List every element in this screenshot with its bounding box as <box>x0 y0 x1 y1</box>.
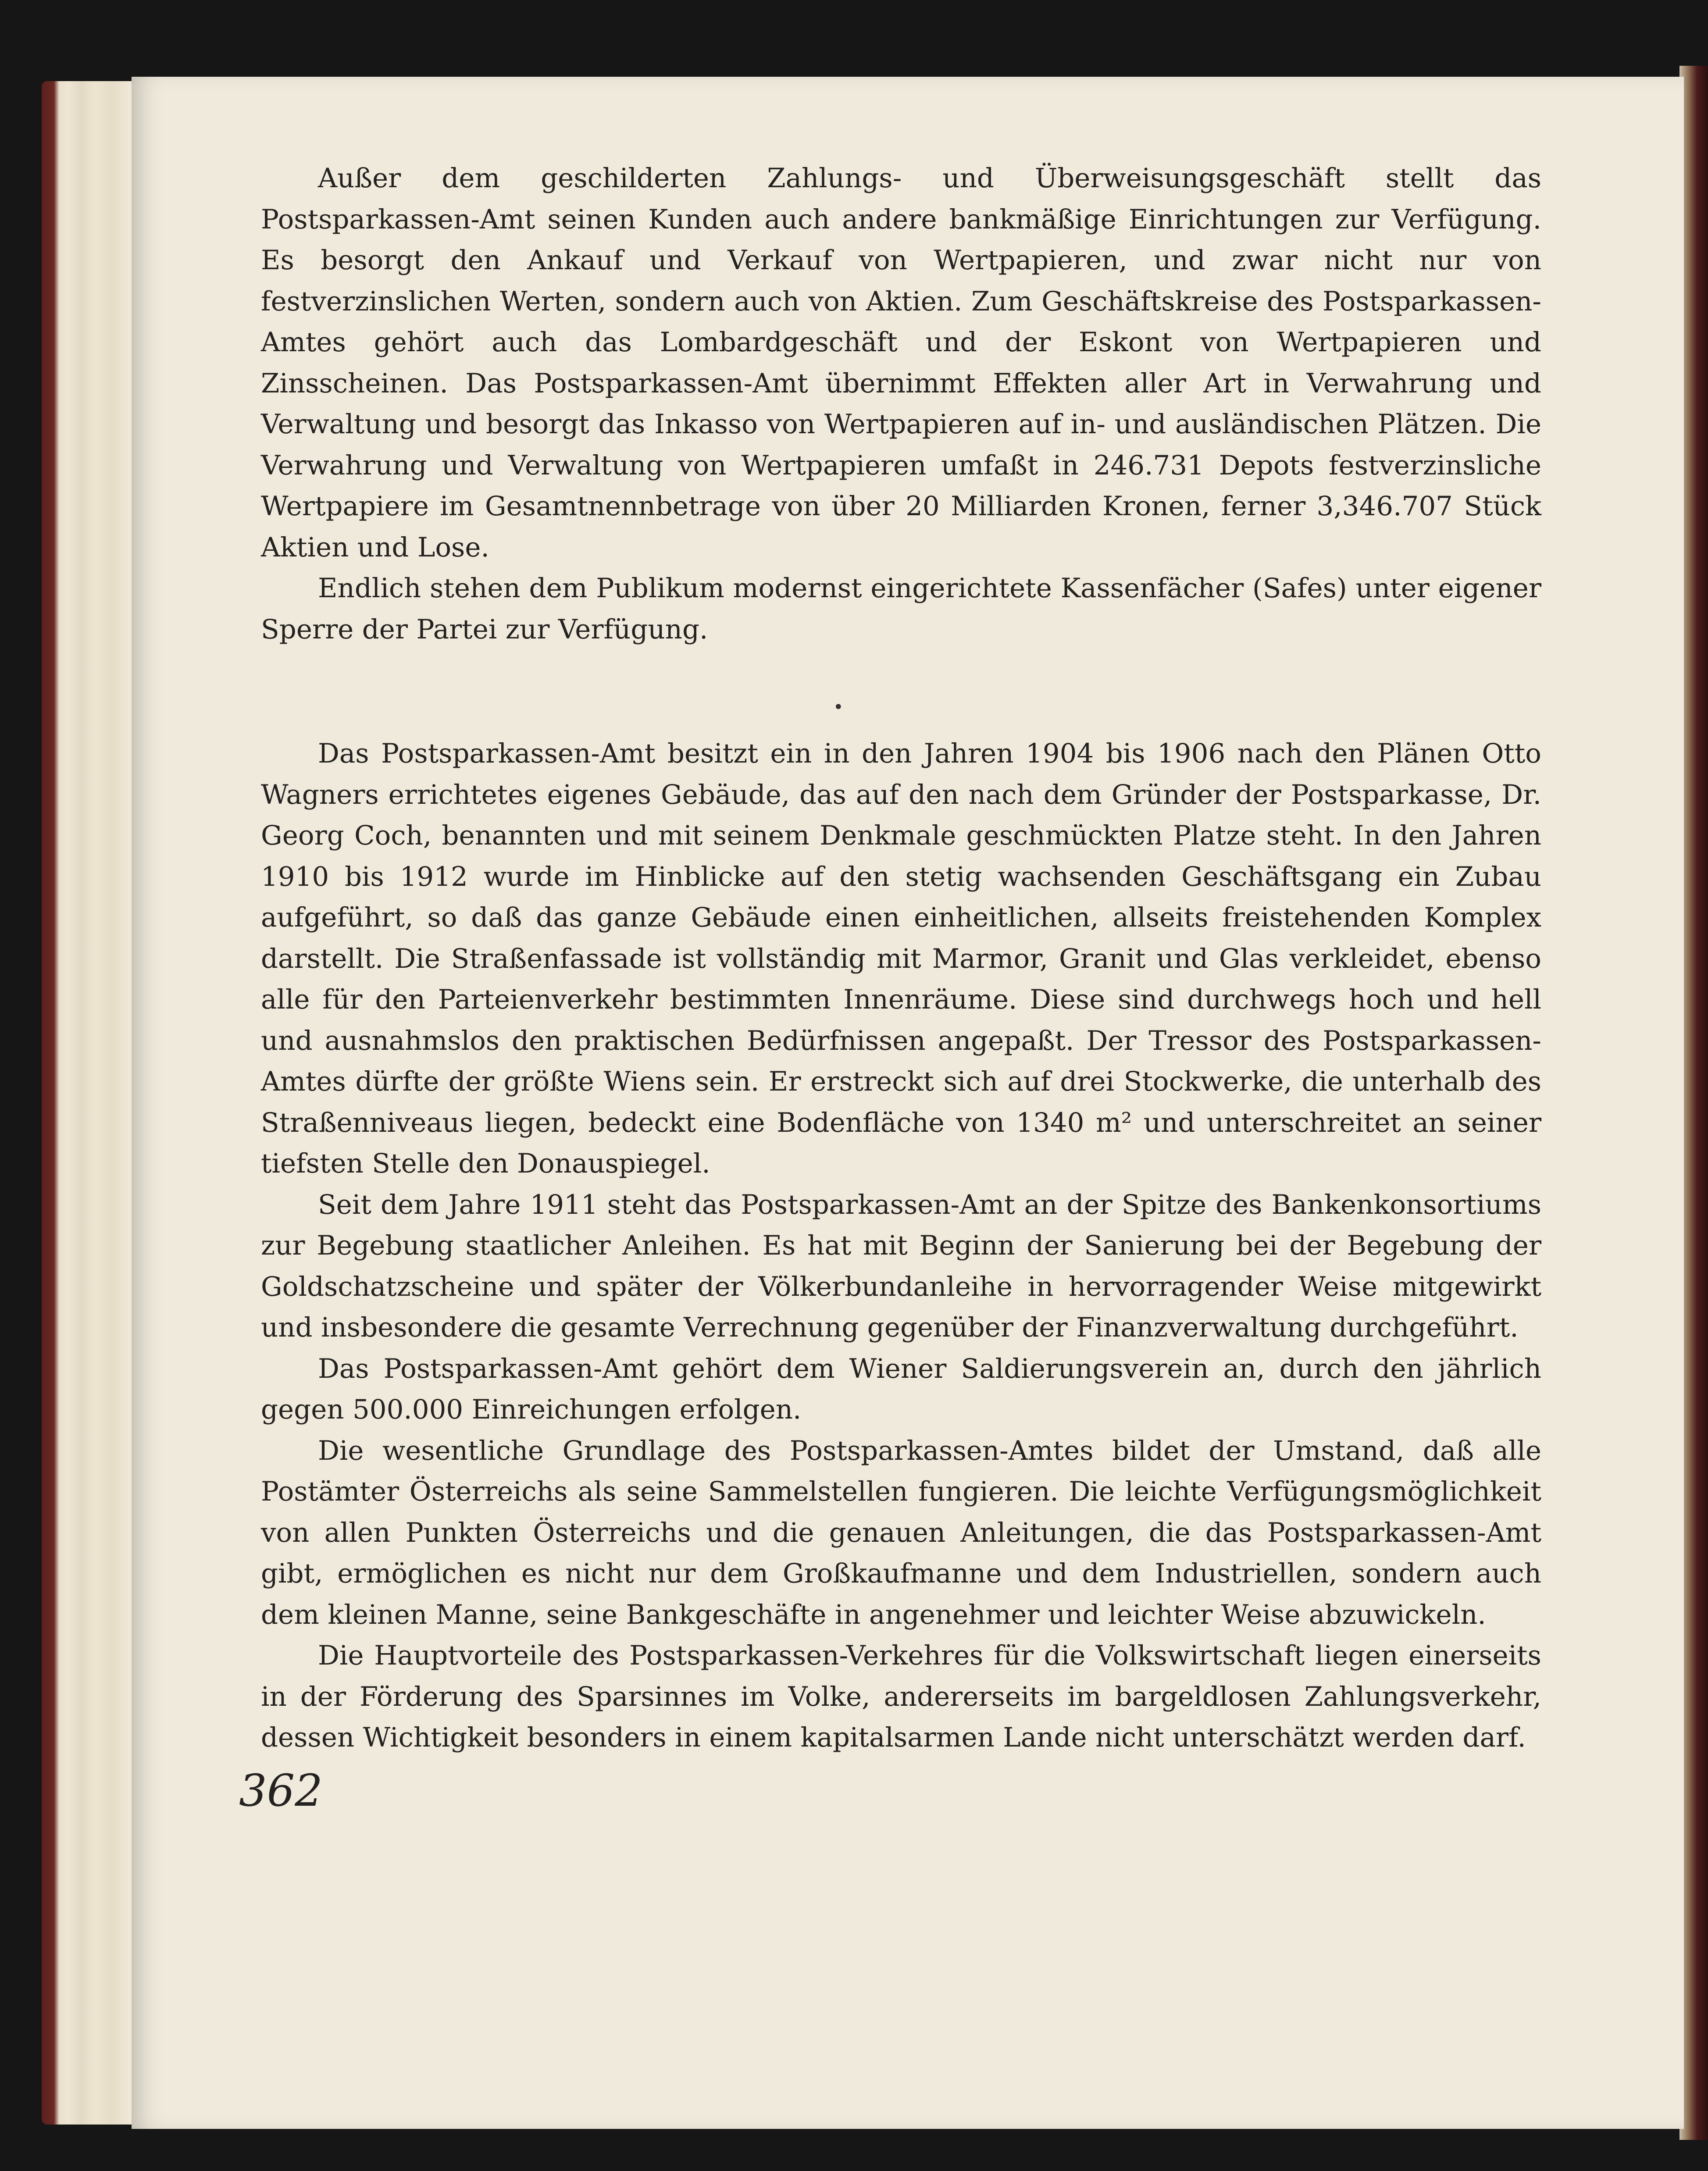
page-number: 362 <box>239 1765 323 1816</box>
paragraph: Seit dem Jahre 1911 steht das Postsparkassen-Amt an der Spitze des Bankenkonsortiums zur Begebung staatlicher Anleihen. Es hat mit Beginn der Sanierung bei der Begebung der Goldschatzscheine und später der Völkerbundanleihe in hervorragender Weise mitgewirkt und insbesondere die gesamte Verrechnung gegenüber der Finanzverwaltung durchgeführt. <box>261 1189 1541 1343</box>
paragraph: Das Postsparkassen-Amt besitzt ein in den Jahren 1904 bis 1906 nach den Plänen Otto Wagners errichtetes eigenes Gebäude, das auf den nach dem Gründer der Postsparkasse, Dr. Georg Coch, benannten und mit seinem Denkmale geschmückten Platze steht. In den Jahren 1910 bis 1912 wurde im Hinblicke auf den stetig wachsenden Geschäftsgang ein Zubau aufgeführt, so daß das ganze Gebäude einen einheitlichen, allseits freistehenden Komplex darstellt. Die Straßenfassade ist vollständig mit Marmor, Granit und Glas verkleidet, ebenso alle für den Parteienverkehr bestimmten Innenräume. Diese sind durchwegs hoch und hell und ausnahmslos den praktischen Bedürfnissen angepaßt. Der Tressor des Postsparkassen-Amtes dürfte der größte Wiens sein. Er erstreckt sich auf drei Stockwerke, die unterhalb des Straßenniveaus liegen, bedeckt eine Bodenfläche von 1340 m² und unterschreitet an seiner tiefsten Stelle den Donauspiegel. <box>261 738 1541 1179</box>
paragraph: Endlich stehen dem Publikum modernst eingerichtete Kassenfächer (Safes) unter eigener Sperre der Partei zur Verfügung. <box>261 573 1541 645</box>
paragraph: Die wesentliche Grundlage des Postsparkassen-Amtes bildet der Umstand, daß alle Postämter Österreichs als seine Sammelstellen fungieren. Die leichte Verfügungsmöglichkeit von allen Punkten Österreichs und die genauen Anleitungen, die das Postsparkassen-Amt gibt, ermöglichen es nicht nur dem Großkaufmanne und dem Industriellen, sondern auch dem kleinen Manne, seine Bankgeschäfte in angenehmer und leichter Weise abzuwickeln. <box>261 1435 1541 1630</box>
paragraph: Außer dem geschilderten Zahlungs- und Überweisungsgeschäft stellt das Postsparkassen-Amt seinen Kunden auch andere bankmäßige Einrichtungen zur Verfügung. Es besorgt den Ankauf und Verkauf von Wertpapieren, und zwar nicht nur von festverzinslichen Werten, sondern auch von Aktien. Zum Geschäftskreise des Postsparkassen-Amtes gehört auch das Lombardgeschäft und der Eskont von Wertpapieren und Zinsscheinen. Das Postsparkassen-Amt übernimmt Effekten aller Art in Verwahrung und Verwaltung und besorgt das Inkasso von Wertpapieren auf in- und ausländischen Plätzen. Die Verwahrung und Verwaltung von Wertpapieren umfaßt in 246.731 Depots festverzinsliche Wertpapiere im Gesamtnennbetrage von über 20 Milliarden Kronen, ferner 3,346.707 Stück Aktien und Lose. <box>261 163 1541 563</box>
section-separator: • <box>833 697 844 717</box>
body-text <box>261 158 1541 1758</box>
paragraph: Das Postsparkassen-Amt gehört dem Wiener Saldierungsverein an, durch den jährlich gegen 500.000 Einreichungen erfolgen. <box>261 1353 1541 1425</box>
paragraph: Die Hauptvorteile des Postsparkassen-Verkehres für die Volkswirtschaft liegen einerseits in der Förderung des Sparsinnes im Volke, andererseits im bargeldlosen Zahlungsverkehr, dessen Wichtigkeit besonders in einem kapitalsarmen Lande nicht unterschätzt werden darf. <box>261 1640 1541 1753</box>
